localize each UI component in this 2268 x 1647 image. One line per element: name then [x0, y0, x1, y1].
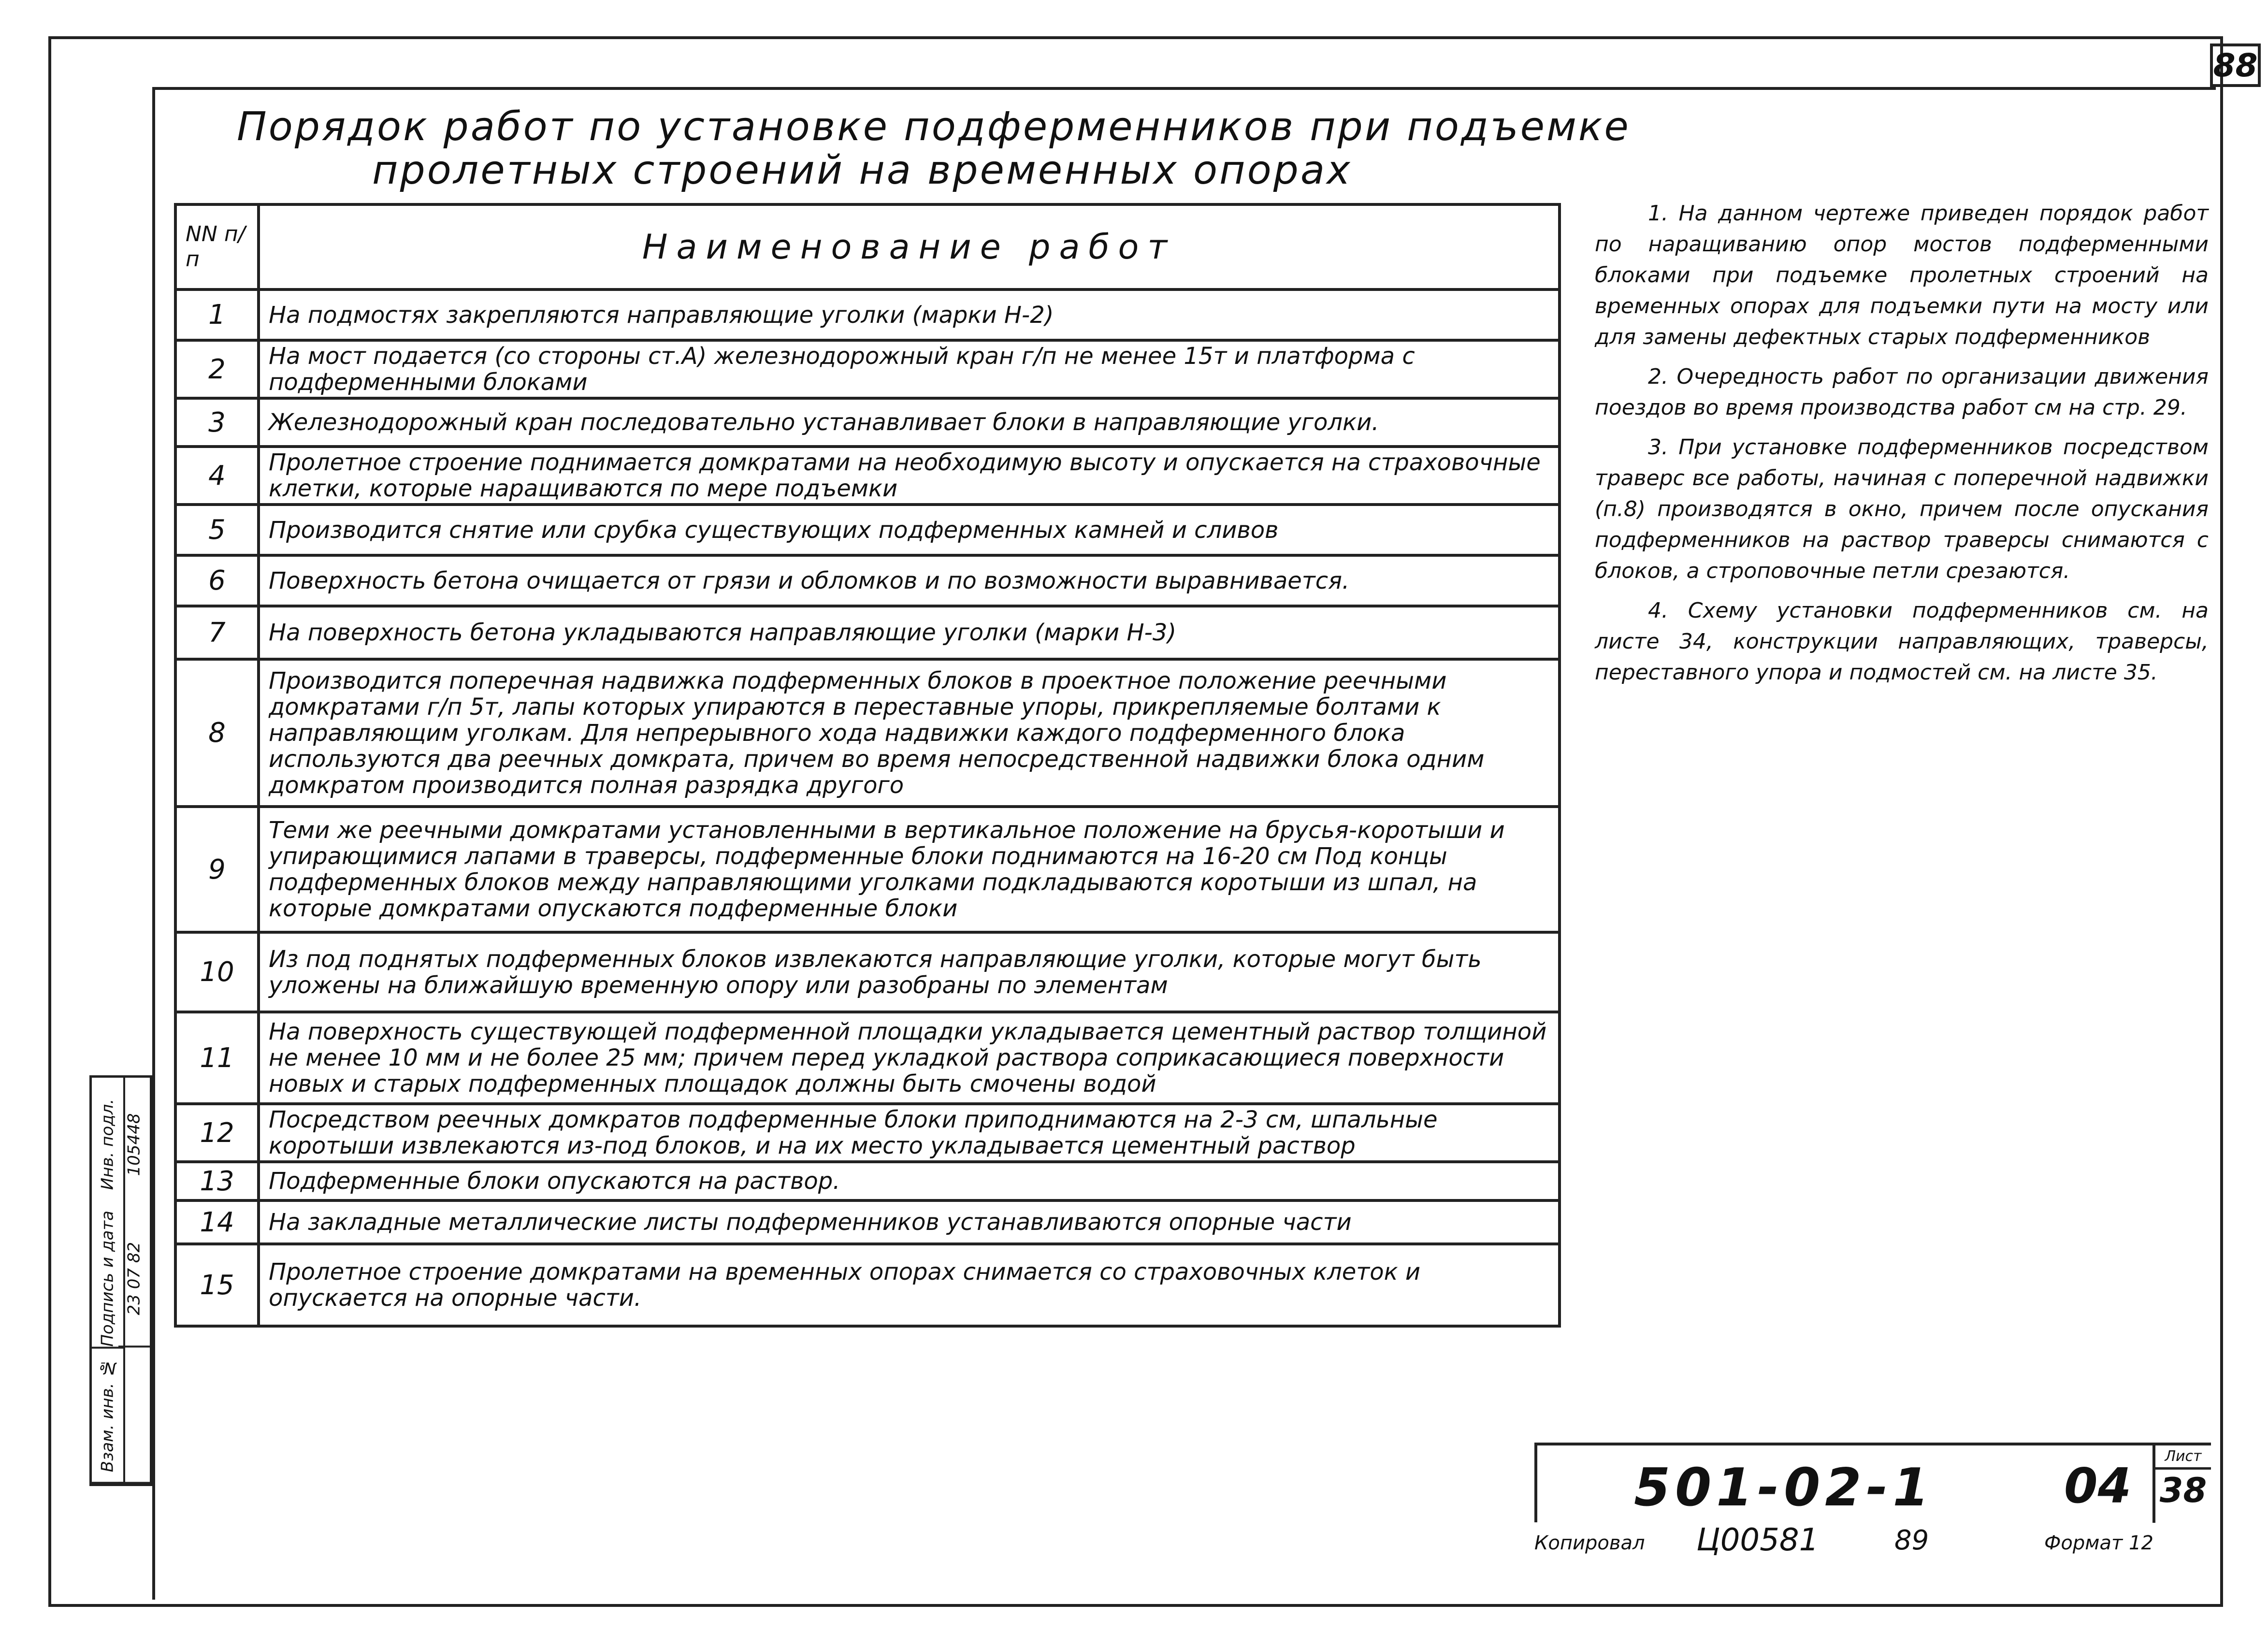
row-work-text: Поверхность бетона очищается от грязи и обломков и по возможности выравнивается.	[259, 555, 1560, 606]
works-table-body	[175, 289, 1560, 1326]
note-item: 2. Очередность работ по организации движения поездов во время производства работ см на стр. 29.	[1595, 364, 2209, 420]
side-label-signature-date: Подпись и дата	[92, 1211, 123, 1349]
notes-block	[1595, 198, 2209, 697]
row-number: 10	[175, 932, 259, 1012]
row-number: 9	[175, 807, 259, 932]
issue-number: 04	[2064, 1458, 2132, 1514]
row-number: 12	[175, 1104, 259, 1162]
side-label-replacement: Взам. инв. №	[92, 1349, 123, 1484]
copier-number: 89	[1894, 1525, 1929, 1556]
header-number: NN п/п	[175, 204, 259, 289]
document-title-line1: Порядок работ по установке подферменников при подъемке	[237, 104, 1631, 150]
table-row	[175, 659, 1560, 807]
row-number: 11	[175, 1012, 259, 1104]
order-number: Ц00581	[1696, 1522, 1819, 1558]
side-value-date: 23 07 82	[118, 1212, 150, 1347]
side-value-replacement	[118, 1348, 150, 1484]
sheet-number: 38	[2159, 1471, 2207, 1510]
row-work-text: Теми же реечными домкратами установленными в вертикальное положение на брусья-коротыши и упирающимися лапами в траверсы, подферменные блоки поднимаются на 16-20 см Под концы подферменных блоков между направляющими уголками подкладываются коротыши из шпал, на которые домкратами опускаются подферменные блоки	[259, 807, 1560, 932]
table-row	[175, 340, 1560, 398]
copied-label: Копировал	[1534, 1532, 1645, 1554]
table-row	[175, 289, 1560, 340]
side-value-inventory: 105448	[124, 1113, 144, 1176]
table-row	[175, 398, 1560, 447]
side-inventory-stamp	[89, 1075, 152, 1486]
table-row	[175, 1012, 1560, 1104]
row-work-text: Из под поднятых подферменных блоков извлекаются направляющие уголки, которые могут быть уложены на ближайшую временную опору или разобраны по элементам	[259, 932, 1560, 1012]
row-number: 13	[175, 1162, 259, 1200]
corner-sheet-number: 88	[2210, 43, 2261, 87]
row-work-text: Посредством реечных домкратов подферменные блоки приподнимаются на 2-3 см, шпальные коротыши извлекаются из-под блоков, и на их место укладывается цементный раствор	[259, 1104, 1560, 1162]
table-header-row	[175, 204, 1560, 289]
side-label-inventory: Инв. подл.	[98, 1098, 117, 1190]
row-number: 5	[175, 505, 259, 555]
note-item: 1. На данном чертеже приведен порядок работ по наращиванию опор мостов подферменными блоками при подъемке пролетных строений на временных опорах для подъемки пути на мосту или для замены дефектных старых подферменников	[1595, 201, 2209, 349]
table-row	[175, 807, 1560, 932]
document-code: 501-02-1	[1634, 1458, 1934, 1518]
note-item: 4. Схему установки подферменников см. на листе 34, конструкции направляющих, траверсы, переставного упора и подмостей см. на листе 35.	[1595, 598, 2209, 685]
row-work-text: На поверхность бетона укладываются направляющие уголки (марки Н-3)	[259, 606, 1560, 659]
table-row	[175, 505, 1560, 555]
row-work-text: Производится поперечная надвижка подферменных блоков в проектное положение реечными домкратами г/п 5т, лапы которых упираются в переставные упоры, прикрепляемые болтами к направляющим уголкам. Для непрерывного хода надвижки каждого подферменного блока используются два реечных домкрата, причем во время непосредственной надвижки блока одним домкратом производится полная разрядка другого	[259, 659, 1560, 807]
format-label: Формат 12	[2044, 1532, 2153, 1554]
row-number: 2	[175, 340, 259, 398]
sheet-label: Лист	[2155, 1445, 2211, 1470]
row-work-text: На подмостях закрепляются направляющие уголки (марки Н-2)	[259, 289, 1560, 340]
table-row	[175, 555, 1560, 606]
row-number: 7	[175, 606, 259, 659]
table-row	[175, 1200, 1560, 1244]
row-number: 4	[175, 447, 259, 505]
table-row	[175, 932, 1560, 1012]
table-row	[175, 1162, 1560, 1200]
row-work-text: Железнодорожный кран последовательно устанавливает блоки в направляющие уголки.	[259, 398, 1560, 447]
document-title-line2: пролетных строений на временных опорах	[372, 147, 1352, 193]
row-work-text: На мост подается (со стороны ст.А) железнодорожный кран г/п не менее 15т и платформа с подферменными блоками	[259, 340, 1560, 398]
row-number: 14	[175, 1200, 259, 1244]
row-number: 8	[175, 659, 259, 807]
sheet-cell	[2152, 1445, 2211, 1523]
table-row	[175, 1244, 1560, 1326]
note-item: 3. При установке подферменников посредством траверс все работы, начиная с поперечной надвижки (п.8) производятся в окно, причем после опускания подферменников на раствор траверсы снимаются с блоков, а строповочные петли срезаются.	[1595, 435, 2209, 583]
works-table	[174, 203, 1561, 1328]
row-work-text: Подферменные блоки опускаются на раствор.	[259, 1162, 1560, 1200]
header-work-name: Наименование работ	[259, 204, 1560, 289]
table-row	[175, 447, 1560, 505]
row-number: 3	[175, 398, 259, 447]
row-number: 1	[175, 289, 259, 340]
row-work-text: Производится снятие или срубка существующих подферменных камней и сливов	[259, 505, 1560, 555]
row-work-text: Пролетное строение домкратами на временных опорах снимается со страховочных клеток и опускается на опорные части.	[259, 1244, 1560, 1326]
row-work-text: Пролетное строение поднимается домкратами на необходимую высоту и опускается на страховочные клетки, которые наращиваются по мере подъемки	[259, 447, 1560, 505]
table-row	[175, 606, 1560, 659]
side-stamp-values	[118, 1078, 150, 1484]
row-number: 15	[175, 1244, 259, 1326]
row-work-text: На поверхность существующей подферменной площадки укладывается цементный раствор толщиной не менее 10 мм и не более 25 мм; причем перед укладкой раствора соприкасающиеся поверхности новых и старых подферменных площадок должны быть смочены водой	[259, 1012, 1560, 1104]
table-row	[175, 1104, 1560, 1162]
row-work-text: На закладные металлические листы подферменников устанавливаются опорные части	[259, 1200, 1560, 1244]
row-number: 6	[175, 555, 259, 606]
title-block-stamp	[1534, 1443, 2211, 1522]
